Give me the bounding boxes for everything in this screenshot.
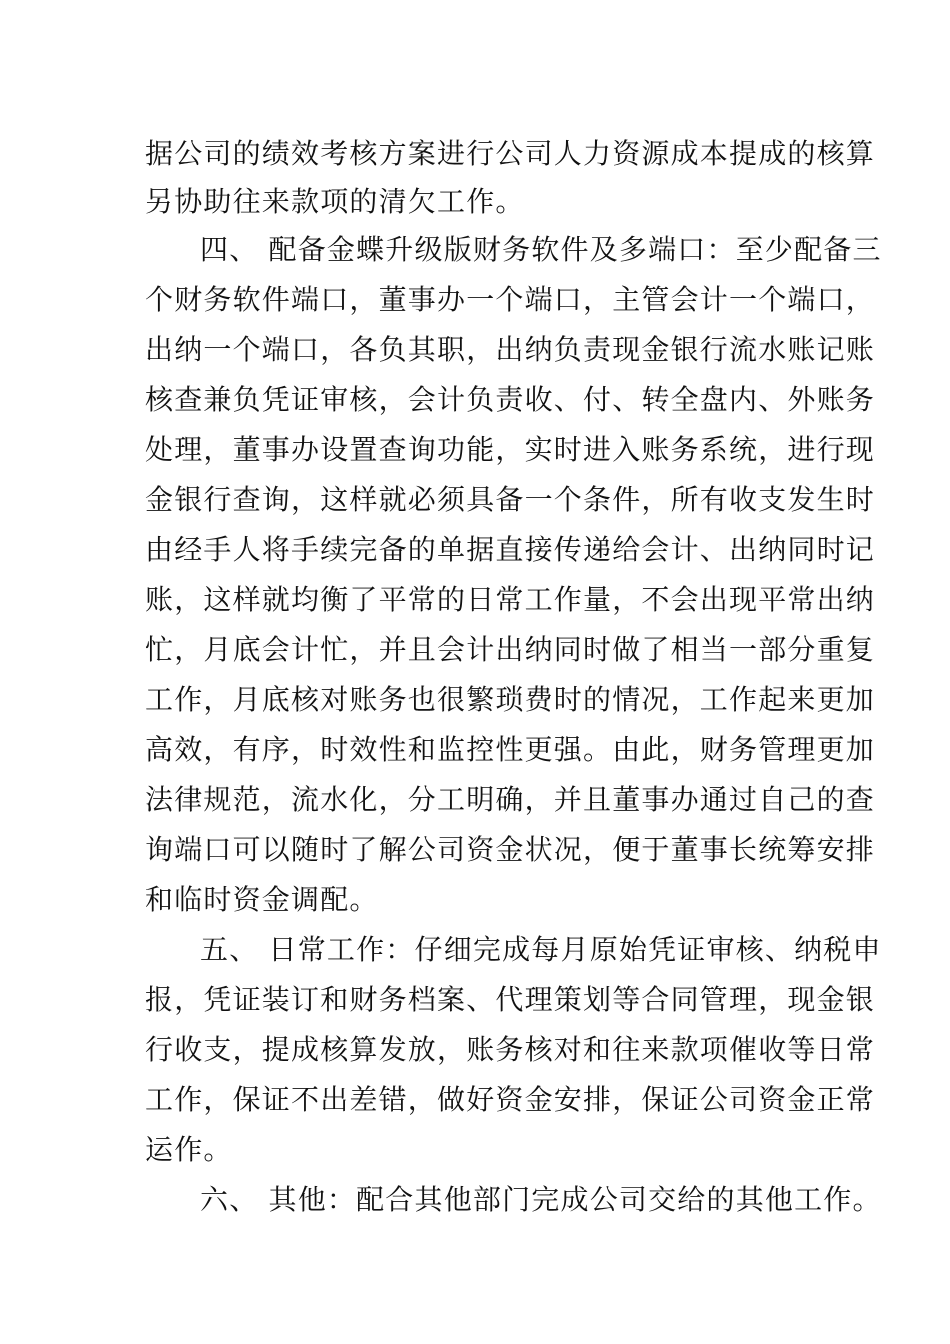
text-line: 和临时资金调配。 [145,883,379,916]
section-heading-6: 六、 其他：配合其他部门完成公司交给的其他工作。 [200,1183,882,1216]
text-line: 运作。 [145,1133,233,1166]
text-line: 出纳一个端口，各负其职，出纳负责现金银行流水账记账 [145,333,876,366]
text-line: 行收支，提成核算发放，账务核对和往来款项催收等日常 [145,1033,876,1066]
text-line: 核查兼负凭证审核，会计负责收、付、转全盘内、外账务 [145,383,876,416]
text-line: 金银行查询，这样就必须具备一个条件，所有收支发生时 [145,483,876,516]
text-line: 询端口可以随时了解公司资金状况，便于董事长统筹安排 [145,833,876,866]
text-line: 高效，有序，时效性和监控性更强。由此，财务管理更加 [145,733,876,766]
section-heading-4: 四、 配备金蝶升级版财务软件及多端口：至少配备三 [200,233,882,266]
text-line: 处理，董事办设置查询功能，实时进入账务系统，进行现 [145,433,876,466]
text-line: 据公司的绩效考核方案进行公司人力资源成本提成的核算 [145,137,876,170]
text-line: 由经手人将手续完备的单据直接传递给会计、出纳同时记 [145,533,876,566]
text-line: 报，凭证装订和财务档案、代理策划等合同管理，现金银 [145,983,876,1016]
text-line: 账，这样就均衡了平常的日常工作量，不会出现平常出纳 [145,583,876,616]
text-line: 个财务软件端口，董事办一个端口，主管会计一个端口， [145,283,876,316]
text-line: 工作，保证不出差错，做好资金安排，保证公司资金正常 [145,1083,876,1116]
section-heading-5: 五、 日常工作：仔细完成每月原始凭证审核、纳税申 [200,933,882,966]
text-line: 忙，月底会计忙，并且会计出纳同时做了相当一部分重复 [145,633,876,666]
text-line: 工作，月底核对账务也很繁琐费时的情况，工作起来更加 [145,683,876,716]
text-line: 法律规范，流水化，分工明确，并且董事办通过自己的查 [145,783,876,816]
text-line: 另协助往来款项的清欠工作。 [145,185,525,218]
